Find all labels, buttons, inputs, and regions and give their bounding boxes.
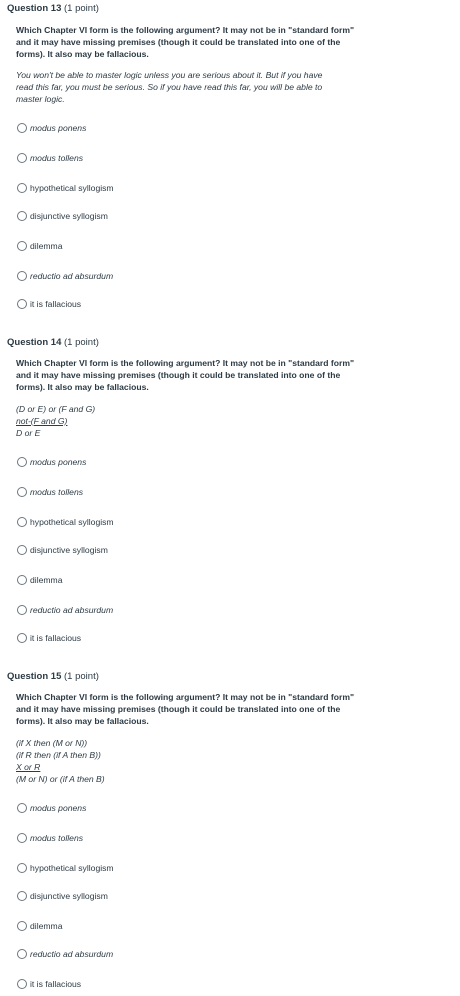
answer-option[interactable] bbox=[17, 239, 62, 253]
radio-button[interactable] bbox=[17, 183, 27, 193]
answer-label: hypothetical syllogism bbox=[30, 863, 114, 873]
radio-button[interactable] bbox=[17, 803, 27, 813]
radio-button[interactable] bbox=[17, 299, 27, 309]
answer-option[interactable] bbox=[17, 269, 113, 283]
answer-option[interactable] bbox=[17, 947, 113, 961]
answer-option[interactable] bbox=[17, 573, 62, 587]
argument-line bbox=[16, 761, 386, 773]
argument-line bbox=[16, 415, 386, 427]
radio-button[interactable] bbox=[17, 153, 27, 163]
answer-label: dilemma bbox=[30, 575, 63, 585]
argument-line-text: (D or E) or (F and G) bbox=[16, 404, 96, 414]
answer-option[interactable] bbox=[17, 977, 81, 991]
answer-option[interactable] bbox=[17, 801, 86, 815]
answer-option[interactable] bbox=[17, 631, 81, 645]
prompt-line: Which Chapter VI form is the following argument? It may not be in "standard form" bbox=[16, 25, 355, 35]
prompt-line: Which Chapter VI form is the following argument? It may not be in "standard form" bbox=[16, 692, 355, 702]
radio-button[interactable] bbox=[17, 605, 27, 615]
answer-option[interactable] bbox=[17, 515, 114, 529]
answer-label: disjunctive syllogism bbox=[30, 891, 108, 901]
question-header bbox=[7, 3, 99, 14]
answer-option[interactable] bbox=[17, 121, 86, 135]
answer-label: modus tollens bbox=[30, 487, 84, 497]
prompt-line: and it may have missing premises (though it could be translated into one of the bbox=[16, 704, 341, 714]
answer-label: it is fallacious bbox=[30, 633, 82, 643]
answer-option[interactable] bbox=[17, 861, 114, 875]
radio-button[interactable] bbox=[17, 833, 27, 843]
radio-button[interactable] bbox=[17, 211, 27, 221]
argument-line-text: master logic. bbox=[16, 94, 65, 104]
question-number: Question 15 bbox=[7, 671, 62, 682]
prompt-line: forms). It also may be fallacious. bbox=[16, 716, 149, 726]
radio-button[interactable] bbox=[17, 457, 27, 467]
argument-line bbox=[16, 403, 386, 415]
argument-text bbox=[16, 737, 386, 785]
question-prompt bbox=[16, 357, 386, 393]
answer-option[interactable] bbox=[17, 209, 108, 223]
answer-label: it is fallacious bbox=[30, 299, 82, 309]
question-points: (1 point) bbox=[64, 671, 99, 682]
question-points: (1 point) bbox=[64, 3, 99, 14]
argument-line-text: D or E bbox=[16, 428, 41, 438]
question-number: Question 13 bbox=[7, 3, 62, 14]
argument-line bbox=[16, 773, 386, 785]
answer-option[interactable] bbox=[17, 485, 83, 499]
radio-button[interactable] bbox=[17, 891, 27, 901]
prompt-line: Which Chapter VI form is the following argument? It may not be in "standard form" bbox=[16, 358, 355, 368]
answer-label: dilemma bbox=[30, 921, 63, 931]
answer-option[interactable] bbox=[17, 603, 113, 617]
argument-line-text: read this far, you must be serious. So if you have read this far, you will be able to bbox=[16, 82, 323, 92]
prompt-line: and it may have missing premises (though it could be translated into one of the bbox=[16, 37, 341, 47]
question-header bbox=[7, 671, 99, 682]
answer-label: modus tollens bbox=[30, 153, 84, 163]
radio-button[interactable] bbox=[17, 487, 27, 497]
radio-button[interactable] bbox=[17, 979, 27, 989]
answer-label: it is fallacious bbox=[30, 979, 82, 989]
answer-option[interactable] bbox=[17, 543, 108, 557]
question-prompt bbox=[16, 691, 386, 727]
answer-label: modus ponens bbox=[30, 803, 87, 813]
question-prompt bbox=[16, 24, 386, 60]
answer-label: disjunctive syllogism bbox=[30, 211, 108, 221]
question-header bbox=[7, 337, 99, 348]
radio-button[interactable] bbox=[17, 949, 27, 959]
argument-text bbox=[16, 403, 386, 439]
question-number: Question 14 bbox=[7, 337, 62, 348]
answer-label: hypothetical syllogism bbox=[30, 517, 114, 527]
answer-label: reductio ad absurdum bbox=[30, 605, 114, 615]
prompt-line: and it may have missing premises (though it could be translated into one of the bbox=[16, 370, 341, 380]
radio-button[interactable] bbox=[17, 241, 27, 251]
prompt-line: forms). It also may be fallacious. bbox=[16, 382, 149, 392]
argument-line bbox=[16, 69, 386, 81]
answer-label: disjunctive syllogism bbox=[30, 545, 108, 555]
answer-option[interactable] bbox=[17, 297, 81, 311]
answer-option[interactable] bbox=[17, 455, 86, 469]
argument-line-text: X or R bbox=[16, 762, 41, 772]
argument-line bbox=[16, 749, 386, 761]
answer-label: modus ponens bbox=[30, 457, 87, 467]
answer-option[interactable] bbox=[17, 831, 83, 845]
argument-line-text: not-(F and G) bbox=[16, 416, 68, 426]
radio-button[interactable] bbox=[17, 633, 27, 643]
answer-option[interactable] bbox=[17, 889, 108, 903]
argument-line-text: (if R then (if A then B)) bbox=[16, 750, 101, 760]
radio-button[interactable] bbox=[17, 575, 27, 585]
argument-line-text: (M or N) or (if A then B) bbox=[16, 774, 105, 784]
argument-line-text: You won't be able to master logic unless you are serious about it. But if you have bbox=[16, 70, 323, 80]
argument-line bbox=[16, 427, 386, 439]
answer-label: modus ponens bbox=[30, 123, 87, 133]
question-points: (1 point) bbox=[64, 337, 99, 348]
answer-option[interactable] bbox=[17, 919, 62, 933]
argument-line-text: (if X then (M or N)) bbox=[16, 738, 88, 748]
radio-button[interactable] bbox=[17, 123, 27, 133]
answer-label: hypothetical syllogism bbox=[30, 183, 114, 193]
radio-button[interactable] bbox=[17, 921, 27, 931]
argument-line bbox=[16, 737, 386, 749]
radio-button[interactable] bbox=[17, 517, 27, 527]
answer-label: dilemma bbox=[30, 241, 63, 251]
argument-line bbox=[16, 93, 386, 105]
answer-option[interactable] bbox=[17, 151, 83, 165]
radio-button[interactable] bbox=[17, 271, 27, 281]
radio-button[interactable] bbox=[17, 545, 27, 555]
argument-text bbox=[16, 69, 386, 105]
answer-label: modus tollens bbox=[30, 833, 84, 843]
answer-label: reductio ad absurdum bbox=[30, 949, 114, 959]
argument-line bbox=[16, 81, 386, 93]
answer-label: reductio ad absurdum bbox=[30, 271, 114, 281]
answer-option[interactable] bbox=[17, 181, 114, 195]
radio-button[interactable] bbox=[17, 863, 27, 873]
prompt-line: forms). It also may be fallacious. bbox=[16, 49, 149, 59]
